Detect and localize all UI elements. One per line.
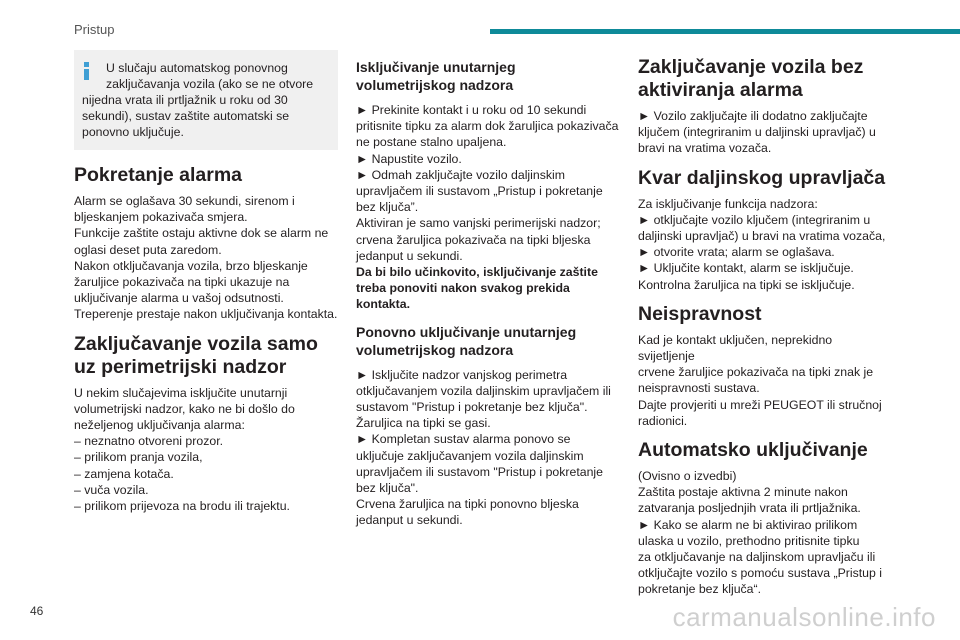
heading-alarm-trigger: Pokretanje alarma (74, 164, 243, 186)
heading-lock-without-alarm: Zaključavanje vozila bez aktiviranja alarma (638, 56, 864, 101)
column-right (638, 50, 890, 608)
heading-remote-fault: Kvar daljinskog upravljača (638, 166, 886, 189)
alarm-trigger-text: Alarm se oglašava 30 sekundi, sirenom i bljeskanjem pokazivača smjera. Funkcije zaštite ostaju aktivne dok se alarm ne oglasi deset puta zaredom. Nakon otključavanja vozila, brzo bljeskanje žaruljice pokazivača na tipki ukazuje na uključivanje alarma u vašoj odsutnosti. Treperenje prestaje nakon uključivanja kontakta. (74, 194, 338, 322)
heading-volumetric-on: Ponovno uključivanje unutarnjeg volumetrijskog nadzora (356, 323, 577, 358)
watermark: carmanualsonline.info (672, 602, 936, 632)
volumetric-off-text: ► Prekinite kontakt i u roku od 10 sekundi pritisnite tipku za alarm dok žaruljica pokazivača ne postane stalno upaljena. ► Napustite vozilo. ► Odmah zaključajte vozilo daljinskim upravljačem ili sustavom „Pristup i pokretanje bez ključa”. Aktiviran je samo vanjski perimerijski nadzor; crvena žaruljica pokazivača na tipki bljeska jedanput u sekundi. (356, 103, 619, 263)
header-accent-bar (490, 29, 960, 34)
malfunction-text: Kad je kontakt uključen, neprekidno svijetljenje crvene žaruljice pokazivača na tipki znak je neispravnosti sustava. Dajte provjeriti u mreži PEUGEOT ili stručnoj radionici. (638, 332, 882, 428)
heading-malfunction: Neispravnost (638, 302, 762, 325)
heading-auto-activation: Automatsko uključivanje (638, 439, 868, 462)
info-note (74, 50, 338, 150)
page-number: 46 (30, 604, 44, 618)
volumetric-on-text: ► Isključite nadzor vanjskog perimetra otključavanjem vozila daljinskim upravljačem ili sustavom "Pristup i pokretanje bez ključa". Žaruljica na tipki se gasi. ► Kompletan sustav alarma ponovo se uključuje zaključavanjem vozila daljinskim upravljačem ili sustavom "Pristup i pokretanje bez ključa". Crvena žaruljica na tipki ponovno bljeska jedanput u sekundi. (356, 367, 611, 528)
heading-volumetric-off: Isključivanje unutarnjeg volumetrijskog nadzora (356, 59, 516, 93)
section-title: Pristup (74, 22, 115, 37)
heading-perimeter-lock: Zaključavanje vozila samo uz perimetrijski nadzor (74, 332, 318, 378)
remote-fault-text: Za isključivanje funkcija nadzora: ► otključajte vozilo ključem (integriranim u daljinski upravljač) u bravi na vratima vozača, ► otvorite vrata; alarm se oglašava. ► Uključite kontakt, alarm se isključuje. Kontrolna žaruljica na tipki se isključuje. (638, 196, 886, 292)
note-text: U slučaju automatskog ponovnog zaključavanja vozila (ako se ne otvore nijedna vrata ili prtljažnik u roku od 30 sekundi), sustav zaštite automatski se ponovno uključuje. (82, 61, 314, 139)
auto-activation-text: (Ovisno o izvedbi) Zaštita postaje aktivna 2 minute nakon zatvaranja posljednjih vrata ili prtljažnika. ► Kako se alarm ne bi aktivirao prilikom ulaska u vozilo, prethodno pritisnite tipku za otključavanje na daljinskom upravljaču ili otključajte vozilo s pomoću sustava „Pristup i pokretanje bez ključa“. (638, 469, 882, 597)
perimeter-lock-text: U nekim slučajevima isključite unutarnji volumetrijski nadzor, kako ne bi došlo do neželjenog uključivanja alarma: – neznatno otvoreni prozor. – prilikom pranja vozila, – zamjena kotača. – vuča vozila. – prilikom prijevoza na brodu ili trajektu. (74, 385, 295, 514)
column-middle (356, 50, 620, 539)
lock-without-alarm-text: ► Vozilo zaključajte ili dodatno zaključajte ključem (integriranim u daljinski upravljač) u bravi na vratima vozača. (638, 109, 876, 156)
volumetric-off-warning: Da bi bilo učinkovito, isključivanje zaštite treba ponoviti nakon svakog prekida kontakta. (356, 265, 598, 312)
column-left (74, 50, 338, 524)
info-icon (84, 62, 89, 78)
